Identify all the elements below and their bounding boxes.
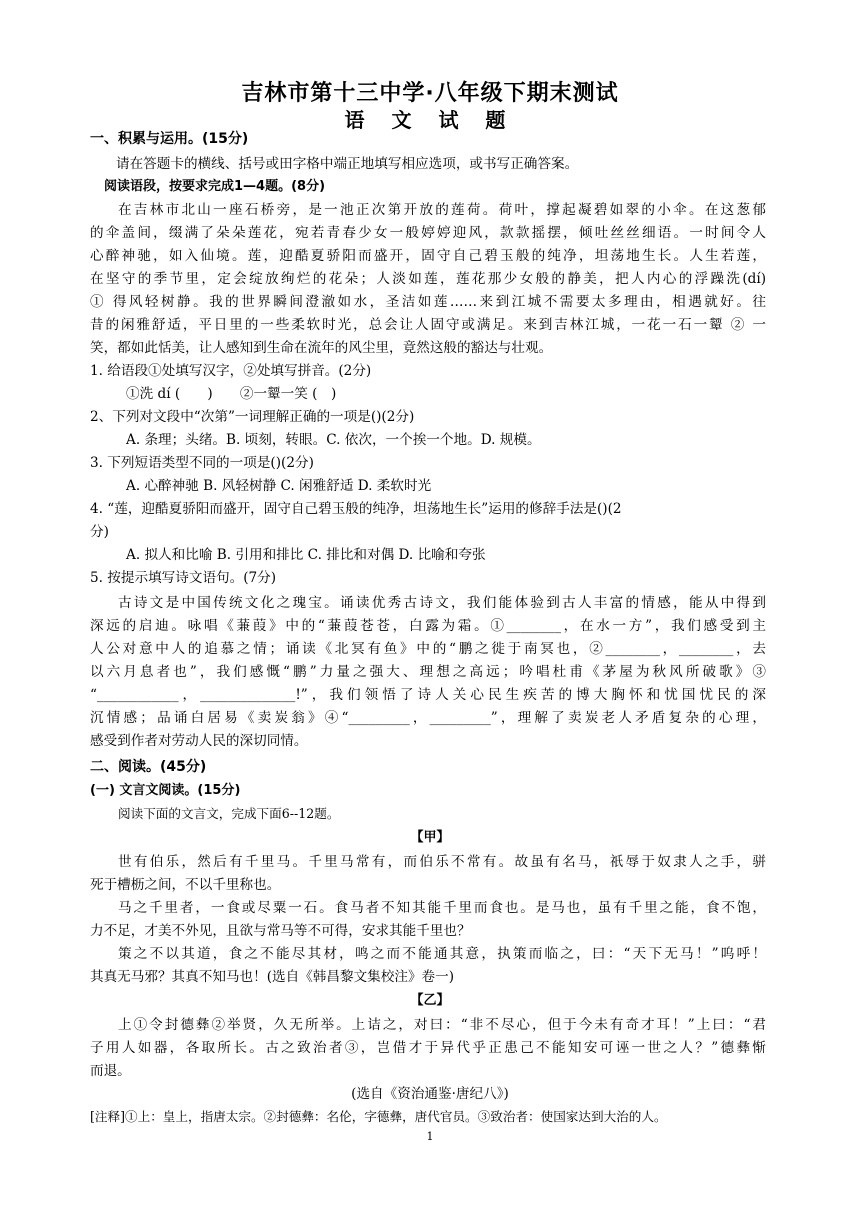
classical-text-line: 死于槽枥之间，不以千里称也。 [90, 877, 281, 893]
question-4-options: A. 拟人和比喻 B. 引用和排比 C. 排比和对偶 D. 比喻和夸张 [126, 547, 486, 563]
classical-text-line: 力不足，才美不外见，且欲与常马等不可得，安求其能千里也？ [90, 923, 471, 939]
classical-text-line: 子用人如器，各取所长。古之致治者③，岂借才于异代乎正患己不能知安可诬一世之人？”德彝惭 [90, 1040, 766, 1056]
exam-subtitle: 语 文 试 题 [344, 108, 516, 132]
poetry-line: 感受到作者对劳动人民的深切同情。 [90, 733, 308, 749]
passage-line: 在坚守的季节里，定会绽放绚烂的花朵；人淡如莲，莲花那少女般的静美，把人内心的浮躁洗(dí) [90, 271, 766, 287]
poetry-line: 人公对意中人的追慕之情；诵读《北冥有鱼》中的“鹏之徙于南冥也，②________，________，去 [90, 641, 766, 657]
poetry-line: “____________，______________!”，我们领悟了诗人关心民生疾苦的博大胸怀和忧国忧民的深 [90, 687, 766, 703]
section-heading: 二、阅读。(45分) [90, 759, 207, 775]
question-3-options: A. 心醉神驰 B. 风轻树静 C. 闲雅舒适 D. 柔软时光 [126, 478, 432, 494]
footnotes: [注释]①上：皇上，指唐太宗。②封德彝：名伦，字德彝，唐代官员。③致治者：使国家达到大治的人。 [90, 1109, 667, 1124]
text-jia-heading: 【甲】 [410, 830, 450, 845]
poetry-line: 沉情感；品诵白居易《卖炭翁》④“_________，_________”，理解了卖炭老人矛盾复杂的心理， [90, 710, 766, 726]
section-heading: 一、积累与运用。(15分) [90, 131, 249, 147]
question-1: 1. 给语段①处填写汉字，②处填写拼音。(2分) [90, 363, 372, 379]
classical-text-line: 世有伯乐，然后有千里马。千里马常有，而伯乐不常有。故虽有名马，祇辱于奴隶人之手，骈 [118, 854, 766, 870]
passage-line: 笑，都如此恬美，让人感知到生命在流年的风尘里，竟然这般的豁达与壮观。 [90, 340, 553, 356]
exam-title: 吉林市第十三中学·八年级下期末测试 [241, 81, 619, 106]
question-4: 4. “莲，迎酷夏骄阳而盛开，固守自己碧玉般的纯净，坦荡地生长”运用的修辞手法是()(2 [90, 501, 622, 517]
page-number: 1 [426, 1130, 434, 1143]
question-3: 3. 下列短语类型不同的一项是()(2分) [90, 455, 314, 471]
instruction-text: 请在答题卡的横线、括号或田字格中端正地填写相应选项，或书写正确答案。 [116, 156, 579, 172]
passage-line: ① 得风轻树静。我的世界瞬间澄澈如水，圣洁如莲……来到江城不需要太多理由，相遇就好。往 [90, 294, 766, 310]
source-citation: (选自《资治通鉴·唐纪八》) [351, 1086, 509, 1102]
question-2-options: A. 条理；头绪。B. 顷刻，转眼。C. 依次，一个挨一个地。D. 规模。 [126, 432, 541, 448]
question-4-cont: 分) [90, 524, 109, 540]
passage-line: 在吉林市北山一座石桥旁，是一池正次第开放的莲荷。荷叶，撑起凝碧如翠的小伞。在这葱郁 [118, 202, 766, 218]
passage-line: 的伞盖间，缀满了朵朵莲花，宛若青春少女一般婷婷迎风，款款摇摆，倾吐丝丝细语。一时间令人 [90, 225, 766, 241]
reading-instruction: 阅读下面的文言文，完成下面6--12题。 [118, 806, 340, 821]
text-yi-heading: 【乙】 [410, 993, 450, 1008]
classical-text-line: 上①令封德彝②举贤，久无所举。上诘之，对曰：“非不尽心，但于今未有奇才耳！”上曰：“君 [118, 1017, 766, 1033]
passage-line: 心醉神驰，如入仙境。莲，迎酷夏骄阳而盛开，固守自己碧玉般的纯净，坦荡地生长。人生若莲， [90, 248, 766, 264]
poetry-line: 以六月息者也”，我们感慨“鹏”力量之强大、理想之高远；吟唱杜甫《茅屋为秋风所破歌》③ [90, 664, 766, 680]
subsection-heading: 阅读语段，按要求完成1—4题。(8分) [104, 179, 326, 194]
poetry-line: 古诗文是中国传统文化之瑰宝。诵读优秀古诗文，我们能体验到古人丰富的情感，能从中得到 [118, 595, 766, 611]
question-1-answer-slots: ①洗 dí ( ) ②一颦一笑 ( ) [126, 386, 337, 402]
classical-text-line: 马之千里者，一食或尽粟一石。食马者不知其能千里而食也。是马也，虽有千里之能，食不饱， [118, 900, 766, 916]
poetry-line: 深远的启迪。咏唱《蒹葭》中的“蒹葭苍苍，白露为霜。①________，在水一方”，我们感受到主 [90, 618, 766, 634]
question-2: 2、下列对文段中“次第”一词理解正确的一项是()(2分) [90, 409, 415, 425]
classical-text-line: 而退。 [90, 1063, 131, 1079]
classical-text-line: 其真无马邪？其真不知马也！(选自《韩昌黎文集校注》卷一) [90, 969, 455, 985]
subsection-heading: (一) 文言文阅读。(15分) [90, 783, 241, 798]
question-5: 5. 按提示填写诗文语句。(7分) [90, 570, 277, 586]
passage-line: 昔的闲雅舒适，平日里的一些柔软时光，总会让人固守或满足。来到吉林江城，一花一石一颦 ② 一 [90, 317, 766, 333]
classical-text-line: 策之不以其道，食之不能尽其材，鸣之而不能通其意，执策而临之，曰：“天下无马！”呜呼！ [118, 946, 766, 962]
